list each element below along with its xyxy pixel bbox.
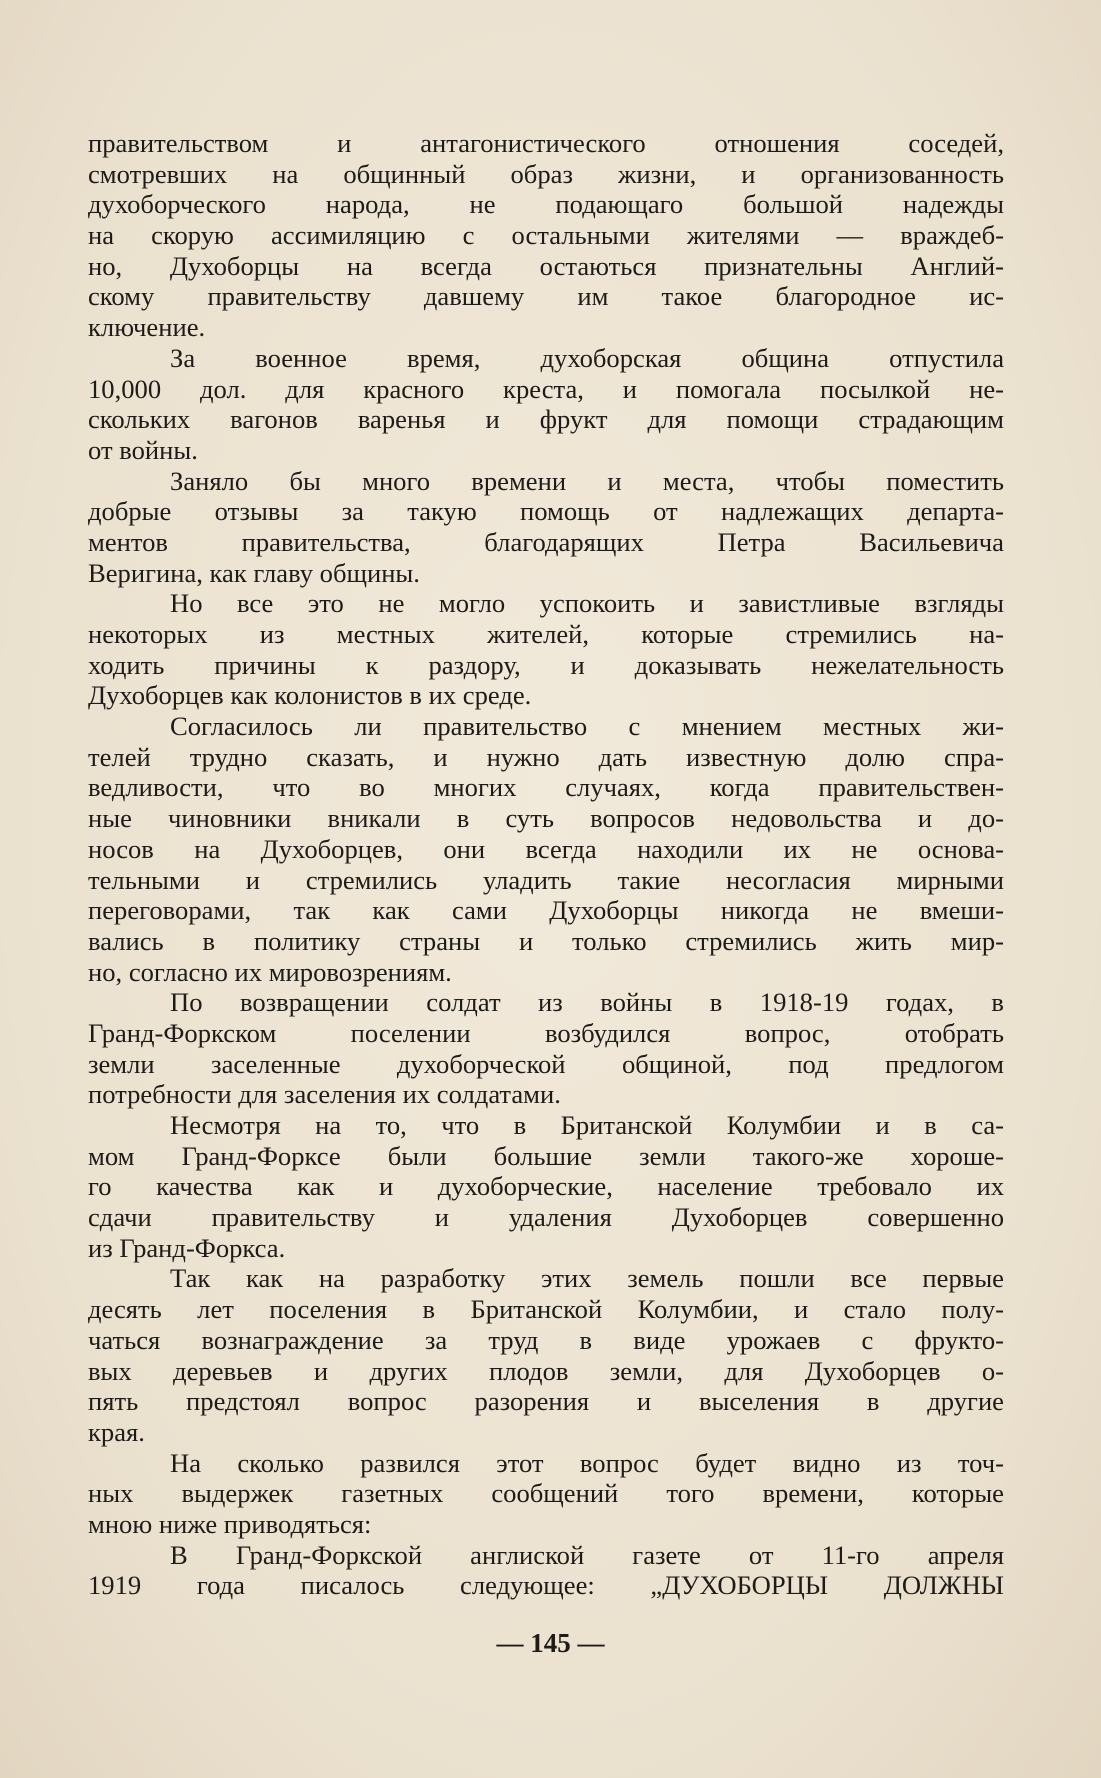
text-line: правительством и антагонистического отношения соседей, — [88, 128, 1004, 158]
text-line: Так как на разработку этих земель пошли все первые — [170, 1263, 1004, 1294]
text-line: телей трудно сказать, и нужно дать известную долю спра- — [88, 741, 1004, 772]
text-line: сдачи правительству и удаления Духоборцев совершенно — [88, 1202, 1004, 1233]
text-line: По возвращении солдат из войны в 1918-19 годах, в — [170, 987, 1004, 1018]
text-line: ментов правительства, благодарящих Петра Васильевича — [88, 526, 1004, 557]
page-number: — 145 — — [496, 1628, 605, 1658]
text-line: ные чиновники вникали в суть вопросов недовольства и до- — [88, 803, 1004, 834]
text-line: духоборческого народа, не подающаго большой надежды — [88, 189, 1004, 220]
text-line: В Гранд-Форкской англиской газете от 11-го апреля — [170, 1539, 1004, 1570]
text-line: На сколько развился этот вопрос будет видно из точ- — [170, 1447, 1004, 1478]
text-line: потребности для заселения их солдатами. — [88, 1079, 561, 1110]
text-line: из Гранд-Форкса. — [88, 1232, 286, 1263]
text-line: земли заселенные духоборческой общиной, под предлогом — [88, 1048, 1004, 1079]
text-line: добрые отзывы за такую помощь от надлежащих департа- — [88, 496, 1004, 527]
text-line: го качества как и духоборческие, население требовало их — [88, 1171, 1004, 1202]
text-line: Заняло бы много времени и места, чтобы поместить — [170, 465, 1004, 496]
body-text — [88, 128, 1004, 1601]
text-line: 10,000 дол. для красного креста, и помогала посылкой не- — [88, 373, 1004, 404]
text-line: тельными и стремились уладить такие несогласия мирными — [88, 864, 1004, 895]
text-line: вых деревьев и других плодов земли, для Духоборцев о- — [88, 1355, 1004, 1386]
text-line: пять предстоял вопрос разорения и выселения в другие — [88, 1386, 1004, 1417]
text-line: мною ниже приводяться: — [88, 1508, 372, 1539]
text-line: но, Духоборцы на всегда остаються признательны Англий- — [88, 250, 1004, 281]
text-line: вались в политику страны и только стремились жить мир- — [88, 925, 1004, 956]
text-line: но, согласно их мировозрениям. — [88, 956, 452, 987]
text-line: Гранд-Форкском поселении возбудился вопрос, отобрать — [88, 1017, 1004, 1048]
text-line: Веригина, как главу общины. — [88, 557, 420, 588]
text-line: ключение. — [88, 312, 206, 343]
text-line: За военное время, духоборская община отпустила — [170, 342, 1004, 373]
text-line: Духоборцев как колонистов в их среде. — [88, 680, 532, 711]
text-line: 1919 года писалось следующее: „ДУХОБОРЦЫ ДОЛЖНЫ — [88, 1570, 1004, 1601]
text-line: края. — [88, 1416, 145, 1447]
text-line: Согласилось ли правительство с мнением местных жи- — [170, 711, 1004, 742]
text-line: десять лет поселения в Британской Колумбии, и стало полу- — [88, 1294, 1004, 1325]
text-line: чаться вознаграждение за труд в виде урожаев с фрукто- — [88, 1324, 1004, 1355]
text-line: мом Гранд-Форксе были большие земли такого-же хороше- — [88, 1140, 1004, 1171]
text-line: ходить причины к раздору, и доказывать нежелательность — [88, 649, 1004, 680]
text-line: переговорами, так как сами Духоборцы никогда не вмеши- — [88, 895, 1004, 926]
text-line: Но все это не могло успокоить и завистливые взгляды — [170, 588, 1004, 619]
text-line: на скорую ассимиляцию с остальными жителями — враждеб- — [88, 220, 1004, 251]
text-line: скому правительству давшему им такое благородное ис- — [88, 281, 1004, 312]
text-line: некоторых из местных жителей, которые стремились на- — [88, 619, 1004, 649]
text-line: смотревших на общинный образ жизни, и организованность — [88, 158, 1004, 189]
text-line: Несмотря на то, что в Британской Колумбии и в са- — [170, 1110, 1004, 1140]
text-line: носов на Духоборцев, они всегда находили их не основа- — [88, 833, 1004, 864]
text-line: скольких вагонов варенья и фрукт для помощи страдающим — [88, 404, 1004, 435]
text-line: от войны. — [88, 434, 198, 465]
text-line: ведливости, что во многих случаях, когда правительствен- — [88, 772, 1004, 803]
text-line: ных выдержек газетных сообщений того времени, которые — [88, 1478, 1004, 1509]
